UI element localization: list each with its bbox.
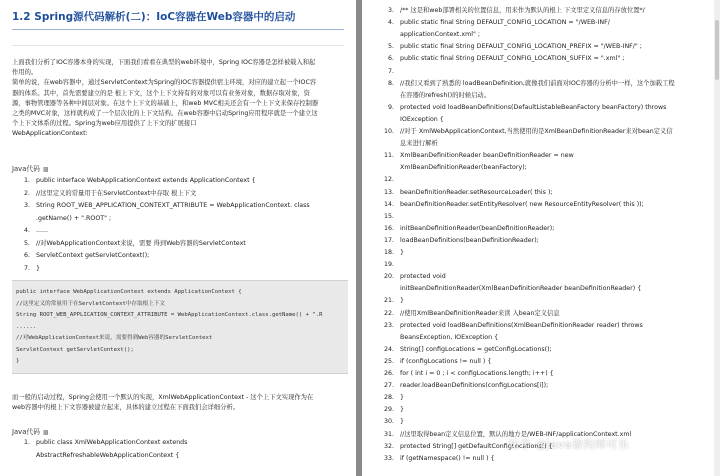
line-text: ...... — [36, 227, 49, 234]
line-number: 14. — [383, 200, 394, 208]
code-line — [362, 392, 720, 404]
code-block — [12, 280, 348, 374]
line-text: public static final String DEFAULT_CONFIG_LOCATION = "/WEB-INF/ — [400, 19, 610, 27]
line-text: BeansException, IOException { — [400, 333, 499, 341]
line-text: if (getNamespace() != null ) { — [400, 454, 495, 462]
line-text: protected String[] getDefaultConfigLocations() { — [400, 442, 553, 450]
line-text: beanDefinitionReader.setResourceLoader( this ); — [400, 188, 553, 196]
left-page — [0, 0, 356, 476]
code-line — [362, 247, 720, 259]
code-line — [20, 450, 350, 463]
line-number: 7. — [387, 67, 394, 75]
line-number: 17. — [383, 236, 394, 244]
code-line — [20, 213, 350, 226]
line-number: 24. — [383, 345, 394, 353]
line-text: reader.loadBeanDefinitions(configLocations[i]); — [400, 382, 549, 390]
line-number: 1. — [23, 439, 30, 446]
code-line — [362, 53, 720, 65]
code-line — [362, 271, 720, 283]
code-line — [362, 223, 720, 235]
line-number: 15. — [383, 212, 394, 220]
line-number: 29. — [383, 406, 394, 414]
code-line — [20, 225, 350, 238]
code-line — [362, 295, 720, 307]
line-number: 4. — [387, 19, 394, 27]
code-line — [362, 187, 720, 199]
code-line — [362, 66, 720, 78]
code-line — [20, 175, 350, 188]
line-number: 1. — [23, 177, 30, 184]
line-text: loadBeanDefinitions(beanDefinitionReader); — [400, 236, 539, 244]
copy-code-icon[interactable]: ▩ — [42, 166, 49, 173]
line-number: 32. — [383, 442, 394, 450]
line-number: 26. — [383, 370, 394, 377]
code-line — [362, 235, 720, 247]
line-text: } — [400, 249, 405, 256]
line-number: 16. — [383, 224, 394, 232]
code-line — [20, 437, 350, 450]
right-page — [362, 0, 720, 476]
code-block-line: //这里定义的常量用于在ServletContext中存取根上下文 — [16, 300, 165, 307]
line-text: } — [36, 264, 41, 272]
code-line — [362, 5, 720, 17]
line-text: XmlBeanDefinitionReader beanDefinitionReader = new — [400, 152, 574, 160]
line-text: protected void — [400, 273, 446, 281]
code-header — [12, 426, 49, 436]
line-number: 25. — [383, 357, 394, 365]
code-block-line: String ROOT_WEB_APPLICATION_CONTEXT_ATTRIBUTE = WebApplicationContext.class.getName() + ".R — [16, 312, 323, 318]
code-line — [362, 150, 720, 162]
line-text: String ROOT_WEB_APPLICATION_CONTEXT_ATTRIBUTE = WebApplicationContext. class — [36, 202, 310, 209]
code-block-line: //对WebApplicationContext来说，需要得到Web容器的ServletContext — [16, 335, 213, 341]
line-number: 2. — [23, 189, 30, 197]
line-text: XmlBeanDefinitionReader(beanFactory); — [400, 164, 527, 172]
code-line — [362, 126, 720, 138]
line-number: 12. — [383, 176, 394, 184]
code-line — [362, 368, 720, 380]
line-text: public static final String DEFAULT_CONFIG_LOCATION_PREFIX = "/WEB-INF/" ; — [400, 43, 642, 51]
line-text: //我们又看到了熟悉的 loadBeanDefinition,就像我们前面对IOC容器的分析中一样，这个加载工程 — [400, 79, 675, 87]
code-header-label: Java代码 — [12, 165, 40, 173]
line-number: 10. — [383, 128, 394, 135]
code-listing-2 — [20, 437, 350, 462]
scrollbar[interactable] — [714, 0, 720, 476]
line-number: 9. — [387, 103, 394, 111]
copy-code-icon[interactable]: ▩ — [42, 429, 49, 436]
intro-line: 上面我们分析了IOC容器本身的实现，下面我们看看在典型的web环境中，Spring IOC容器是怎样被载入和起 — [12, 59, 316, 66]
line-number: 3. — [23, 202, 30, 209]
line-text: } — [400, 406, 405, 414]
second-paragraph — [12, 393, 348, 413]
code-line — [362, 332, 720, 344]
code-line — [362, 283, 720, 295]
code-line — [362, 404, 720, 416]
line-text: for ( int i = 0 ; i < configLocations.length; i++) { — [400, 370, 554, 377]
line-number: 4. — [23, 227, 30, 234]
intro-paragraph — [12, 58, 348, 140]
intro-line: 简单的说，在web容器中，通过ServletContext为Spring的IOC容器提供宿主环境，对应的建立起一个IOC容 — [12, 79, 317, 87]
line-text: protected void loadBeanDefinitions(XmlBeanDefinitionReader reader) throws — [400, 321, 643, 329]
code-listing-1 — [20, 175, 350, 275]
line-text: } — [400, 394, 405, 402]
code-line — [362, 344, 720, 356]
line-text: initBeanDefinitionReader(beanDefinitionReader); — [400, 224, 555, 232]
line-text: if (configLocations != null ) { — [400, 357, 492, 365]
line-number: 13. — [383, 188, 394, 196]
line-number: 5. — [23, 239, 30, 247]
code-line — [20, 238, 350, 251]
line-number: 31. — [383, 430, 394, 438]
line-number: 18. — [383, 249, 394, 256]
line-number: 19. — [383, 261, 394, 269]
line-number: 33. — [383, 454, 394, 462]
line-text: 在容器的refresh()的时候启动。 — [400, 91, 491, 99]
line-number: 23. — [383, 321, 394, 329]
code-line — [362, 453, 720, 465]
para-line: 而一般的启动过程，Spring会使用一个默认的实现，XmlWebApplicationContext - 这个上下文实现作为在 — [12, 394, 314, 401]
line-number: 28. — [383, 394, 394, 402]
code-line — [362, 41, 720, 53]
code-line — [362, 29, 720, 41]
code-line — [362, 102, 720, 114]
intro-line: 器的体系。其中，首先需要建立的是 根上下文，这个上下文持有的对象可以有业务对象，数据存取对象，资 — [12, 89, 310, 97]
line-number: 7. — [23, 264, 30, 272]
line-text: ServletContext getServletContext(); — [36, 252, 150, 259]
line-text: //使用XmlBeanDefinitionReader来读 入bean定义信息 — [400, 309, 560, 317]
line-text: public static final String DEFAULT_CONFIG_LOCATION_SUFFIX = ".xml" ; — [400, 55, 625, 63]
line-number: 27. — [383, 382, 394, 390]
code-line — [20, 188, 350, 201]
watermark: 知乎 @Java架构师可乐 — [508, 438, 630, 451]
code-line — [362, 78, 720, 90]
line-number: 21. — [383, 297, 394, 305]
code-line — [362, 320, 720, 332]
line-text: 息来进行解析 — [400, 140, 438, 148]
line-text: } — [400, 297, 405, 305]
para-line: web容器中的根上下文容器被建立起来，具体的建立过程在下面我们会详细分析。 — [12, 404, 240, 412]
code-line — [362, 211, 720, 223]
code-block-line: } — [16, 358, 20, 364]
line-number: 8. — [387, 79, 394, 87]
code-line — [362, 308, 720, 320]
line-text: /** 这是和web部署相关的位置信息，用来作为默认的根上 下文里定义信息的存放位置*/ — [400, 7, 645, 14]
code-line — [362, 259, 720, 271]
code-block-line: ...... — [16, 323, 37, 330]
code-line — [362, 162, 720, 174]
line-text: //这里定义的常量用于在ServletContext中存取 根上下文 — [36, 189, 197, 197]
scrollbar-thumb[interactable] — [715, 20, 719, 80]
line-text: public class XmlWebApplicationContext extends — [36, 439, 188, 446]
code-line — [362, 114, 720, 126]
line-number: 30. — [383, 418, 394, 426]
code-line — [362, 416, 720, 428]
title-rule-2 — [12, 45, 344, 46]
section-title: 1.2 Spring源代码解析(二)：IoC容器在Web容器中的启动 — [12, 11, 296, 23]
code-header — [12, 163, 49, 173]
line-number: 22. — [383, 309, 394, 317]
title-rule — [12, 29, 344, 30]
line-text: initBeanDefinitionReader(XmlBeanDefinitionReader beanDefinitionReader) { — [400, 285, 642, 293]
intro-line: 之类的MVC对象，这样就构成了一个层次化的上下文结构。在web容器中启动Spring应用程序就是一个建立这 — [12, 110, 318, 118]
intro-line: 作用的。 — [12, 69, 38, 77]
code-block-line: public interface WebApplicationContext extends ApplicationContext { — [16, 289, 242, 295]
code-line — [362, 174, 720, 186]
line-number: 6. — [23, 252, 30, 259]
line-number: 11. — [383, 152, 394, 160]
code-line — [362, 17, 720, 29]
line-number: 5. — [387, 43, 394, 51]
code-line — [362, 380, 720, 392]
line-text: .getName() + ".ROOT" ; — [36, 214, 112, 222]
code-line — [20, 250, 350, 263]
code-line — [362, 199, 720, 211]
code-block-line: ServletContext getServletContext(); — [16, 346, 134, 353]
line-text: //这里取得bean定义信息位置，默认的地方是/WEB-INF/applicationContext.xml — [400, 430, 632, 438]
line-text: AbstractRefreshableWebApplicationContext { — [36, 451, 180, 459]
code-line — [20, 263, 350, 276]
code-line — [362, 138, 720, 150]
line-text: //对WebApplicationContext来说，需要 得到Web容器的ServletContext — [36, 239, 246, 247]
code-line — [362, 90, 720, 102]
code-line — [362, 356, 720, 368]
line-text: beanDefinitionReader.setEntityResolver( new ResourceEntityResolver( this )); — [400, 200, 644, 208]
line-number: 20. — [383, 273, 394, 281]
code-line — [20, 200, 350, 213]
line-number: 3. — [387, 7, 394, 14]
line-text: } — [400, 418, 405, 426]
line-text: IOException { — [400, 115, 444, 123]
line-text: applicationContext.xml" ; — [400, 31, 481, 39]
line-number: 6. — [387, 55, 394, 63]
intro-line: WebApplicationContext: — [12, 130, 88, 138]
intro-line: 源，事物管理器等各种中间层对象。在这个上下文的基础上，和web MVC相关还会有一个上下文来保存控制器 — [12, 99, 319, 107]
code-header-label: Java代码 — [12, 428, 40, 436]
intro-line: 个上下文体系的过程。Spring为web应用提供了上下文的扩展接口 — [12, 120, 197, 128]
line-text: public interface WebApplicationContext extends ApplicationContext { — [36, 177, 256, 184]
line-text: protected void loadBeanDefinitions(DefaultListableBeanFactory beanFactory) throws — [400, 103, 667, 111]
line-text: //对于 XmlWebApplicationContext,当然使用的是XmlBeanDefinitionReader来对bean定义信 — [400, 128, 673, 135]
line-text: String[] configLocations = getConfigLocations(); — [400, 345, 552, 353]
